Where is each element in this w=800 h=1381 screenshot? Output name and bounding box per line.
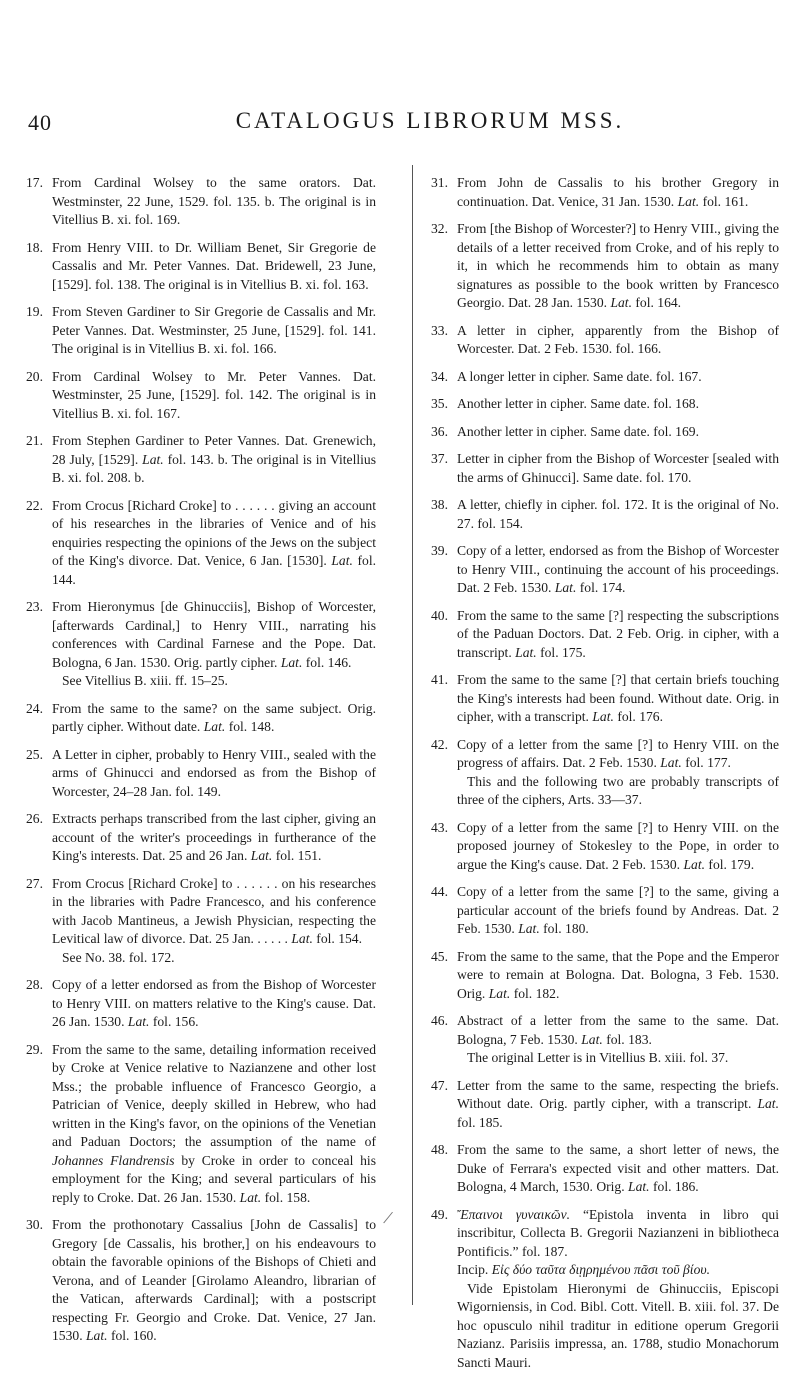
entry-number: 39. [431, 543, 448, 558]
entry-text: From the same to the same, that the Pope and the Emperor were to remain at Bologna. Dat. Bologna, 3 Feb. 1530. Orig. [457, 948, 779, 1001]
catalogue-entry [431, 1206, 779, 1373]
incipit-greek: Εἰς δύο ταῦτα διῃρημένου πᾶσι τοῦ βίου. [491, 1262, 711, 1277]
language-mark: Lat. [757, 1096, 779, 1111]
entry-text: From Cardinal Wolsey to Mr. Peter Vannes. Dat. Westminster, 25 June, [1529]. fol. 142. The original is in Vitellius B. xi. fol. 167. [52, 368, 376, 421]
entry-number: 24. [26, 700, 43, 716]
catalogue-entry [26, 1041, 376, 1208]
entry-text: From the same to the same? on the same subject. Orig. partly cipher. Without date. [52, 700, 376, 734]
catalogue-entry [431, 1141, 779, 1197]
language-mark: Lat. [86, 1328, 108, 1343]
entry-text: Copy of a letter from the same [?] to Henry VIII. on the progress of affairs. Dat. 2 Feb. 1530. [457, 736, 779, 770]
entry-text: Letter in cipher from the Bishop of Worcester [sealed with the arms of Ghinucci]. Same date. fol. 170. [457, 451, 779, 485]
entry-text: From the same to the same, a short letter of news, the Duke of Ferrara's expected visit and other matters. Dat. Bologna, 4 March, 1530. Orig. [457, 1142, 779, 1194]
entry-number: 34. [431, 368, 448, 384]
folio-reference: fol. 143. b. The original is in Vitellius B. xi. fol. 208. b. [52, 451, 376, 485]
entry-note: This and the following two are probably transcripts of three of the ciphers, Arts. 33—37. [457, 773, 779, 807]
entry-text: A Letter in cipher, probably to Henry VIII., sealed with the arms of Ghinucci and endorsed as from the Bishop of Worcester, 24–28 Jan. fol. 149. [52, 746, 376, 799]
folio-reference: fol. 180. [543, 921, 589, 936]
entry-text-continued: by Croke in order to conceal his employment for the King; and several particulars of his reply to Croke. Dat. 26 Jan. 1530. [52, 1152, 376, 1205]
catalogue-entry [431, 423, 779, 442]
entry-number: 49. [431, 1206, 448, 1222]
greek-title: Ἔπαινοι γυναικῶν. [457, 1206, 571, 1222]
catalogue-entry [431, 368, 779, 387]
catalogue-entry [26, 303, 376, 359]
entry-number: 30. [26, 1217, 43, 1232]
language-mark: Lat. [127, 1014, 150, 1029]
language-mark: Lat. [250, 848, 273, 863]
entry-number: 26. [26, 811, 43, 826]
language-mark: Lat. [683, 856, 706, 872]
entry-number: 23. [26, 599, 43, 614]
catalogue-entry [431, 174, 779, 211]
catalogue-entry [26, 497, 376, 590]
entry-note: Vide Epistolam Hieronymi de Ghinucciis, Episcopi Wigorniensis, in Cod. Bibl. Cott. Vitell. B. xiii. fol. 37. De hoc opusculo nihil traditur in editione operum Gregorii Nazianz. Parisiis impressa, an. 1788, studio Monachorum Sancti Mauri. [457, 1280, 779, 1370]
catalogue-entry [26, 875, 376, 968]
catalogue-entry [26, 598, 376, 691]
entry-text: Copy of a letter endorsed as from the Bishop of Worcester to Henry VIII. on matters relative to the King's cause. Dat. 26 Jan. 1530. [52, 977, 376, 1029]
entry-italic-name: Johannes Flandrensis [52, 1152, 175, 1168]
pencil-mark: / [381, 1206, 395, 1230]
left-column [26, 174, 376, 1355]
folio-reference: fol. 174. [579, 580, 626, 595]
entry-text: From Stephen Gardiner to Peter Vannes. Dat. Grenewich, 28 July, [1529]. [52, 433, 376, 467]
entry-text: From Steven Gardiner to Sir Gregorie de Cassalis and Mr. Peter Vannes. Dat. Westminster, 25 June, [1529]. fol. 141. The original is in Vitellius B. xi. fol. 166. [52, 304, 376, 356]
entry-number: 47. [431, 1077, 448, 1093]
entry-number: 46. [431, 1013, 448, 1028]
folio-reference: fol. 182. [513, 985, 560, 1001]
folio-reference: fol. 186. [653, 1179, 699, 1194]
folio-reference: fol. 177. [685, 755, 731, 770]
folio-reference: fol. 148. [228, 719, 275, 734]
entry-number: 38. [431, 497, 448, 512]
catalogue-entry [26, 746, 376, 802]
catalogue-entry [431, 671, 779, 727]
entry-text: From [the Bishop of Worcester?] to Henry VIII., giving the details of a letter received from Croke, and of his reply to it, in which he recommends him to obtain as many signatures as possible to the book written by Francesco Georgio. Dat. 28 Jan. 1530. [457, 221, 779, 310]
entry-number: 29. [26, 1041, 43, 1057]
entry-text: From Crocus [Richard Croke] to . . . . . . giving an account of his researches in the libraries of Venice and of his enquiries respecting the opinions of the Jews on the subject of the King's divorce. Dat. Venice, 6 Jan. [1530]. [52, 497, 376, 568]
folio-reference: fol. 160. [110, 1328, 157, 1343]
page-number: 40 [28, 110, 52, 135]
running-title: CATALOGUS LIBRORUM MSS. [235, 108, 625, 133]
entry-number: 48. [431, 1142, 448, 1157]
entry-number: 45. [431, 948, 448, 964]
language-mark: Lat. [203, 719, 226, 734]
catalogue-entry [431, 883, 779, 939]
entry-text: From the same to the same [?] that certain briefs touching the King's interests had been found. Without date. Orig. in cipher, with a transcript. [457, 672, 779, 724]
catalogue-entry [431, 948, 779, 1004]
entry-number: 44. [431, 884, 448, 899]
folio-reference: fol. 185. [457, 1114, 503, 1130]
entry-text: From Cardinal Wolsey to the same orators. Dat. Westminster, 22 June, 1529. fol. 135. b. The original is in Vitellius B. xi. fol. 169. [52, 175, 376, 227]
catalogue-entry [431, 496, 779, 533]
entry-text: From Henry VIII. to Dr. William Benet, Sir Gregorie de Cassalis and Mr. Peter Vannes. Dat. Bridewell, 23 June, [1529]. fol. 138. The original is in Vitellius B. xi. fol. 163. [52, 239, 376, 292]
entry-text: From the prothonotary Cassalius [John de Cassalis] to Gregory [de Cassalis, his brother,] on his endeavours to obtain the favorable opinions of the Bishops of Chieti and Verona, and of Leander [Girolamo Aleandro, librarian of the Vatican, afterwards Cardinal]; with a postscript respecting Fr. Georgio and Croke. Dat. Venice, 27 Jan. 1530. [52, 1217, 376, 1343]
catalogue-entry [26, 174, 376, 230]
entry-number: 19. [26, 304, 43, 319]
entry-text: From the same to the same [?] respecting the subscriptions of the Paduan Doctors. Dat. 2 Feb. Orig. in cipher, with a transcript. [457, 607, 779, 660]
folio-reference: fol. 156. [152, 1014, 199, 1029]
folio-reference: fol. 164. [635, 295, 682, 310]
catalogue-entry [431, 542, 779, 598]
catalogue-entry [431, 1077, 779, 1133]
entry-text: Copy of a letter from the same [?] to the same, giving a particular account of the briefs found by Andreas. Dat. 2 Feb. 1530. [457, 884, 779, 936]
language-mark: Lat. [518, 921, 540, 936]
folio-reference: fol. 154. [316, 931, 362, 946]
entry-text: Copy of a letter, endorsed as from the Bishop of Worcester to Henry VIII., continuing the account of his proceedings. Dat. 2 Feb. 1530. [457, 543, 779, 595]
catalogue-entry [26, 976, 376, 1032]
language-mark: Lat. [488, 985, 511, 1001]
entry-number: 33. [431, 322, 448, 338]
entry-text: From Hieronymus [de Ghinucciis], Bishop of Worcester, [afterwards Cardinal,] to Henry VIII., narrating his conferences with Cardinal Farnese and the Pope. Dat. Bologna, 6 Jan. 1530. Orig. partly cipher. [52, 599, 376, 670]
folio-reference: fol. 146. [305, 654, 352, 670]
entry-number: 35. [431, 396, 448, 411]
language-mark: Lat. [610, 295, 632, 310]
entry-number: 18. [26, 239, 43, 255]
entry-number: 36. [431, 423, 448, 439]
folio-reference: fol. 183. [606, 1031, 652, 1047]
catalogue-entry [431, 322, 779, 359]
language-mark: Lat. [581, 1031, 603, 1047]
entry-text: Copy of a letter from the same [?] to Henry VIII. on the proposed journey of Stokesley to the Pope, in order to argue the King's cause. Dat. 2 Feb. 1530. [457, 819, 779, 872]
entry-text: From John de Cassalis to his brother Gregory in continuation. Dat. Venice, 31 Jan. 1530. [457, 175, 779, 209]
entry-text: A letter, chiefly in cipher. fol. 172. It is the original of No. 27. fol. 154. [457, 497, 779, 531]
language-mark: Lat. [515, 644, 537, 660]
entry-text: Extracts perhaps transcribed from the last cipher, giving an account of the writer's proceedings in furtherance of the King's interests. Dat. 25 and 26 Jan. [52, 811, 376, 863]
incipit-label: Incip. [457, 1262, 489, 1277]
catalogue-entry [26, 1216, 376, 1346]
catalogue-entry [431, 607, 779, 663]
entry-number: 20. [26, 368, 43, 384]
language-mark: Lat. [660, 755, 682, 770]
entry-number: 27. [26, 875, 43, 891]
entry-number: 17. [26, 175, 43, 190]
catalogue-entry [431, 736, 779, 810]
incipit-line [457, 1261, 779, 1280]
entry-text: Another letter in cipher. Same date. fol. 168. [457, 396, 699, 411]
right-column [431, 174, 779, 1381]
entry-number: 40. [431, 607, 448, 623]
language-mark: Lat. [280, 654, 303, 670]
entry-number: 22. [26, 497, 43, 513]
entry-note: See Vitellius B. xiii. ff. 15–25. [62, 673, 228, 688]
language-mark: Lat. [677, 193, 700, 209]
language-mark: Lat. [592, 709, 614, 724]
column-divider [412, 165, 413, 1305]
entry-text: From Crocus [Richard Croke] to . . . . . . on his researches in the libraries with Padre Francesco, and his conference with Jacob Mantineus, a Jewish Physician, respecting the Levitical law of divorce. Dat. 25 Jan. . . . . . [52, 875, 376, 946]
entry-text: Another letter in cipher. Same date. fol. 169. [457, 423, 699, 439]
language-mark: Lat. [142, 451, 164, 467]
catalogue-entry [26, 700, 376, 737]
folio-reference: fol. 175. [540, 644, 586, 660]
language-mark: Lat. [239, 1189, 262, 1205]
entry-note: The original Letter is in Vitellius B. xiii. fol. 37. [467, 1050, 729, 1065]
entry-number: 41. [431, 672, 448, 687]
entry-number: 37. [431, 451, 448, 466]
catalogue-entry [26, 810, 376, 866]
catalogue-entry [26, 368, 376, 424]
entry-note: See No. 38. fol. 172. [62, 949, 175, 965]
catalogue-entry [431, 220, 779, 313]
folio-reference: fol. 158. [264, 1189, 311, 1205]
entry-number: 31. [431, 175, 448, 190]
entry-number: 43. [431, 819, 448, 835]
language-mark: Lat. [331, 553, 353, 568]
entry-text: From the same to the same, detailing information received by Croke at Venice relative to Nazianzene and other lost Mss.; the probable influence of Francesco Georgio, a Patrician of Venice, deeply skilled in Hebrew, who had written in the King's favor, on the opinions of the Venetian and Paduan Doctors; the assumption of the name of [52, 1041, 376, 1149]
entry-text: “Epistola inventa in libro qui inscribitur, Collecta B. Gregorii Nazianzeni in bibliotheca Pontificis.” fol. 187. [457, 1206, 779, 1259]
entry-number: 25. [26, 746, 43, 762]
entry-number: 21. [26, 433, 43, 448]
folio-reference: fol. 161. [702, 193, 749, 209]
catalogue-entry [431, 450, 779, 487]
entry-number: 42. [431, 736, 448, 752]
catalogue-entry [431, 819, 779, 875]
folio-reference: fol. 151. [275, 848, 322, 863]
language-mark: Lat. [628, 1179, 650, 1194]
catalogue-entry [431, 395, 779, 414]
entry-text: Abstract of a letter from the same to the same. Dat. Bologna, 7 Feb. 1530. [457, 1013, 779, 1047]
catalogue-entry [431, 1012, 779, 1068]
language-mark: Lat. [554, 580, 577, 595]
page-header [0, 0, 800, 70]
catalogue-entry [26, 239, 376, 295]
catalogue-entry [26, 432, 376, 488]
entry-number: 32. [431, 221, 448, 236]
entry-number: 28. [26, 977, 43, 992]
language-mark: Lat. [291, 931, 313, 946]
entry-text: A letter in cipher, apparently from the Bishop of Worcester. Dat. 2 Feb. 1530. fol. 166. [457, 322, 779, 356]
folio-reference: fol. 144. [52, 553, 377, 587]
folio-reference: fol. 176. [617, 709, 663, 724]
entry-text: A longer letter in cipher. Same date. fol. 167. [457, 368, 702, 384]
folio-reference: fol. 179. [708, 856, 755, 872]
entry-text: Letter from the same to the same, respecting the briefs. Without date. Orig. partly cipher, with a transcript. [457, 1077, 779, 1111]
